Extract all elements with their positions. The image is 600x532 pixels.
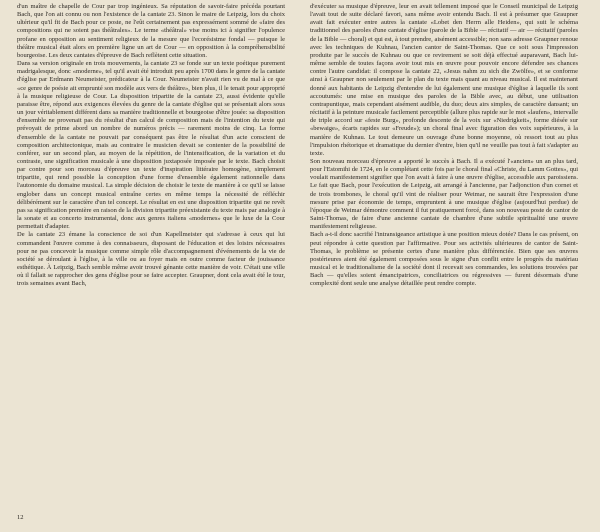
left-paragraph-1: d'un maître de chapelle de Cour par trop ingénieux. Sa réputation de savoir-faire précéda pourtant Bach, que l'on ait connu ou non l'existence de la cantate 23. Sinon le maire de Leipzig, lors du choix ultérieur qu'il fit de Bach pour ce poste, ne l'eût certainement pas expressément sommé de «faire des compositions qui ne soient pas théâtrales». Le terme «théâtral» vise moins ici à signifier l'opulence profane en opposition au sentiment religieux de la mesure que l'ecorésistme fondal — puisque le théâtre musical était alors en première ligne un art de Cour — en opposition à la compréhensibilité bourgeoise. Les deux cantates d'épreuve de Bach reflètent cette situation. <box>17 3 285 59</box>
right-paragraph-2: Son nouveau morceau d'épreuve a apporté le succès à Bach. Il a exécuté l'«ancien» un an plus tard, pour l'Estomihi de 1724, en le complétant cette fois par le choral final «Christe, du Lamm Gottes», qui voulait manifestement signifier que l'on avait à faire à une œuvre d'église, accessible aux paroissiens. Le fait que Bach, pour l'exécution de Leipzig, ait arrangé à l'ancienne, par l'adjonction d'un cornet et de trois trombones, le choral qu'il vint de réaliser pour Weimar, ne saurait être l'expression d'une mesure prise par économie de temps, empruntent à une musique d'église (aujourd'hui perdue) de l'époque de Weimar démontre comment il fut pratiquement forcé, dans son nouveau poste de cantor de Saint-Thomas, de faire d'une ancienne cantate de chambre d'une subtile spiritualité une œuvre manifestement religieuse. <box>310 157 578 231</box>
page-number: 12 <box>17 514 24 521</box>
left-paragraph-2: Dans sa version originale en trois mouvements, la cantate 23 se fonde sur un texte poétique purement madrigalesque, donc «moderne», tel qu'il avait été introduit peu après 1700 dans le genre de la cantate d'église par Erdmann Neumeister, prédicateur à la Cour. Neumeister n'avait rien vu de mal à ce que «ce genre de poésie ait emprunté son modèle aux vers de théâtre», bien plus, il le tenait pour approprié à la musique religieuse de Cour. La disposition tripartite de la cantate 23, aussi évidente qu'elle paraisse être, répond aux exigences élevées du genre de la cantate d'église qui se présentait alors sous un jour véritablement différent dans sa manière traditionnelle et bourgeoise d'être jouée: sa disposition d'ensemble ne provenait pas du résultat d'un calcul de composition mais de l'intention du texte qui prévoyait de prime abord un nombre de numéros précis — rarement moins de cinq. La forme d'ensemble de la cantate ne pouvait par conséquent pas être le résultat d'un acte conscient de composition architectonique, mais au contraire le musicien devait se contenter de la possibilité de conférer, sur un second plan, au moyen de la répétition, de l'intensification, de la variation et du contraste, une signification musicale à une disposition juxtaposée imposée par le texte. Bach choisit par contre pour son morceau d'épreuve un texte d'inspiration littéraire homogène, simplement tripartite, qui rend possible la conception d'une forme d'ensemble également rationnelle dans l'autonomie du domaine musical. La simple décision de choisir le texte de manière à ce qu'il se laisse englober dans un concept musical entraîne certes en même temps la nécessité de réfléchir délibérément sur le caractère d'un tel concept. Le résultat en est une disposition tripartite qui ne revêt pas sa signification première en raison de la division tripartite préexistante du texte mais par analogie à la sonate et au concerto instrumental, donc aux genres italiens «modernes» que le luxe de la Cour permettait d'adapter. <box>17 60 285 231</box>
right-paragraph-1: d'exécuter sa musique d'épreuve, leur en avait tellement imposé que le Conseil municipal de Leipzig l'avait tout de suite déclaré favori, sans même avoir entendu Bach. Il est à présumer que Graupner avait fait exécuter entre autres la cantate «Lobet den Herrn alle Heiden», qui suit le schéma traditionnel des paroles d'une cantate d'église (parole de la Bible — récitatif — air — récitatif (paroles de la Bible — choral) et qui est, à tout prendre, aisément accessible; non sans adresse Graupner renoue avec les techniques de Kuhnau, l'ancien cantor de Saint-Thomas. Que ce soit sous l'impression produite par le succès de Kuhnau ou que ce revirement se soit déjà effectué auparavant, Bach lui-même semble de toutes façons avoir tout mis en œuvre pour pouvoir encore défendre ses chances contre l'autre candidat: il compose la cantate 22, «Jesus nahm zu sich die Zwölfe», et se conforme ainsi à Graupner non seulement par le plan du texte mais quant au niveau musical. Il est maintenant donné aux habitants de Leipzig d'entendre de lui également une musique d'église à laquelle ils sont accoutumés: une mise en musique des paroles de la Bible avec, au début, une utilisation contrapuntique, mais cependant aisément audible, du duo; deux airs simples, de caractère dansant; un récitatif à la peinture musicale facilement perceptible (allure plus rapide sur le mot «laufen», intervalle de triple accord sur «feste Burg», profonde descente de la voix sur «Niedrigkeit», forme diésée sur «bewaige», écarts rapides sur «Freude»); un choral final avec figuration des voix supérieures, à la manière de Kuhnau. Le tout demeure un ouvrage d'une bonne moyenne, où ressort tout au plus l'impulsion rhétorique et dramatique du dernier d'entre, bien qu'il ne veuille pas tout à fait s'adapter au texte. <box>310 3 578 157</box>
right-column <box>310 3 578 288</box>
left-paragraph-3: De la cantate 23 émane la conscience de soi d'un Kapellmeister qui s'adresse à ceux qui lui commandent l'œuvre comme à des connaisseurs, disposant de l'éducation et des loisirs nécessaires pour ne pas concevoir la musique comme simple rôle d'accompagnement d'événements de la vie de société se déroulant à l'église, à la ville ou au foyer mais en outre comme facteur de jouissance esthétique. À Leipzig, Bach semble même avoir trouvé génante cette manière de voir. C'était une ville où il fallait se rapprocher des gens d'église pour se faire accepter. Graupner, dont cela avait été le tour, trois semaines avant Bach, <box>17 231 285 288</box>
right-paragraph-3: Bach a-t-il donc sacrifié l'intransigeance artistique à une position mieux dotée? Dans le cas présent, on peut répondre à cette question par l'affirmative. Pour ses activités ultérieures de cantor de Saint-Thomas, le problème se présente certes d'une manière plus différenciée. Bien que ses œuvres postérieures aient été également composées sous le signe d'un conflit entre le progrès du matériau musical et le traditionalisme de la société dont il recevait ses commandes, les solutions trouvées par Bach — qu'elles soient émancipatrices, conciliatrices ou régressives — furent désormais d'une complexité dont seule une analyse détaillée peut rendre compte. <box>310 231 578 288</box>
left-column <box>17 3 285 288</box>
